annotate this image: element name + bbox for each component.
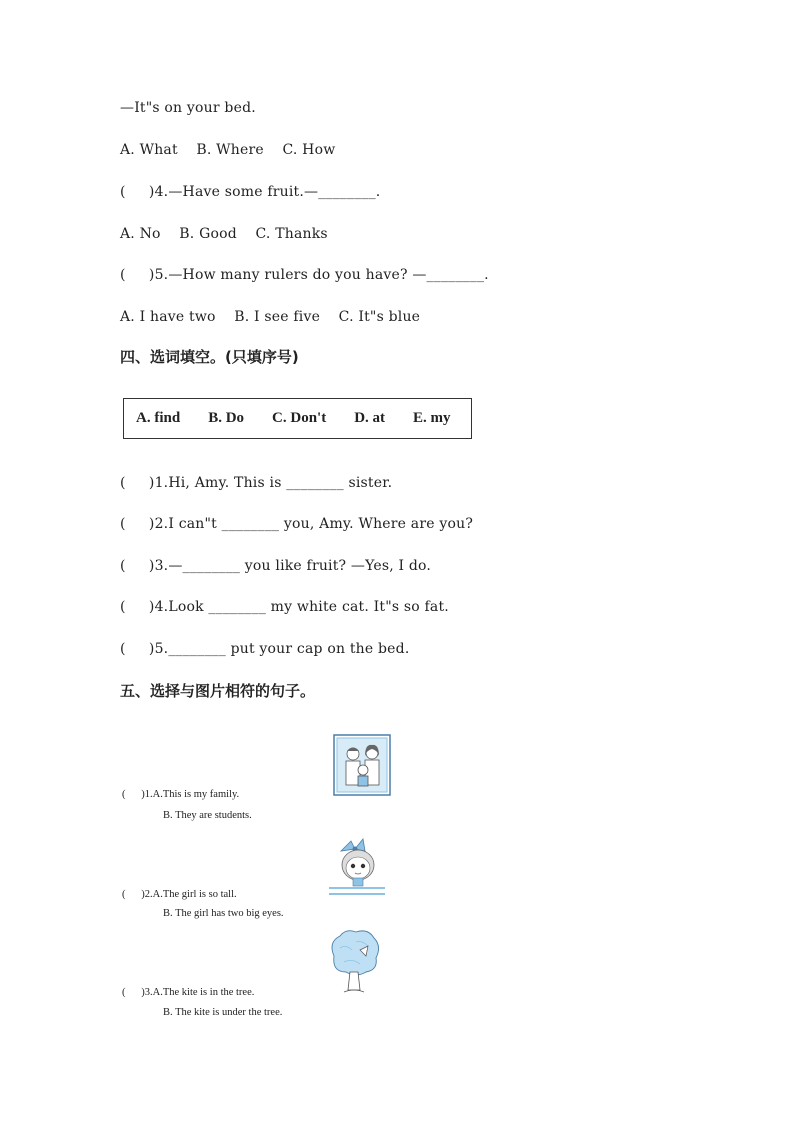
word-option: B. Do [208, 410, 245, 426]
options-line: A. What B. Where C. How [120, 142, 336, 158]
word-option: C. Don't [272, 410, 327, 426]
options-line: A. I have two B. I see five C. It"s blue [120, 309, 421, 325]
word-bank-box [123, 398, 472, 439]
question-5: ( )5.—How many rulers do you have? —________. [120, 267, 489, 283]
section-heading: 五、选择与图片相符的句子。 [120, 682, 316, 700]
options-line: A. No B. Good C. Thanks [120, 226, 328, 242]
word-option: E. my [413, 410, 451, 426]
choice-b: B. The kite is under the tree. [163, 1007, 283, 1018]
choice-a: ( )3.A.The kite is in the tree. [122, 987, 255, 998]
word-option: D. at [354, 410, 386, 426]
tree-kite-picture-icon [326, 928, 382, 998]
choice-b: B. The girl has two big eyes. [163, 908, 284, 919]
fill-item: ( )3.—________ you like fruit? —Yes, I do. [120, 558, 432, 574]
word-option: A. find [136, 410, 181, 426]
family-picture-icon [333, 734, 391, 796]
fill-item: ( )2.I can"t ________ you, Amy. Where are you? [120, 516, 474, 532]
fill-item: ( )5.________ put your cap on the bed. [120, 641, 410, 657]
section-heading: 四、选词填空。(只填序号) [120, 348, 299, 366]
girl-picture-icon [327, 833, 387, 899]
answer-line: —It"s on your bed. [120, 100, 256, 116]
fill-item: ( )4.Look ________ my white cat. It"s so fat. [120, 599, 449, 615]
choice-b: B. They are students. [163, 810, 252, 821]
fill-item: ( )1.Hi, Amy. This is ________ sister. [120, 475, 393, 491]
choice-a: ( )2.A.The girl is so tall. [122, 889, 237, 900]
question-4: ( )4.—Have some fruit.—________. [120, 184, 381, 200]
choice-a: ( )1.A.This is my family. [122, 789, 240, 800]
